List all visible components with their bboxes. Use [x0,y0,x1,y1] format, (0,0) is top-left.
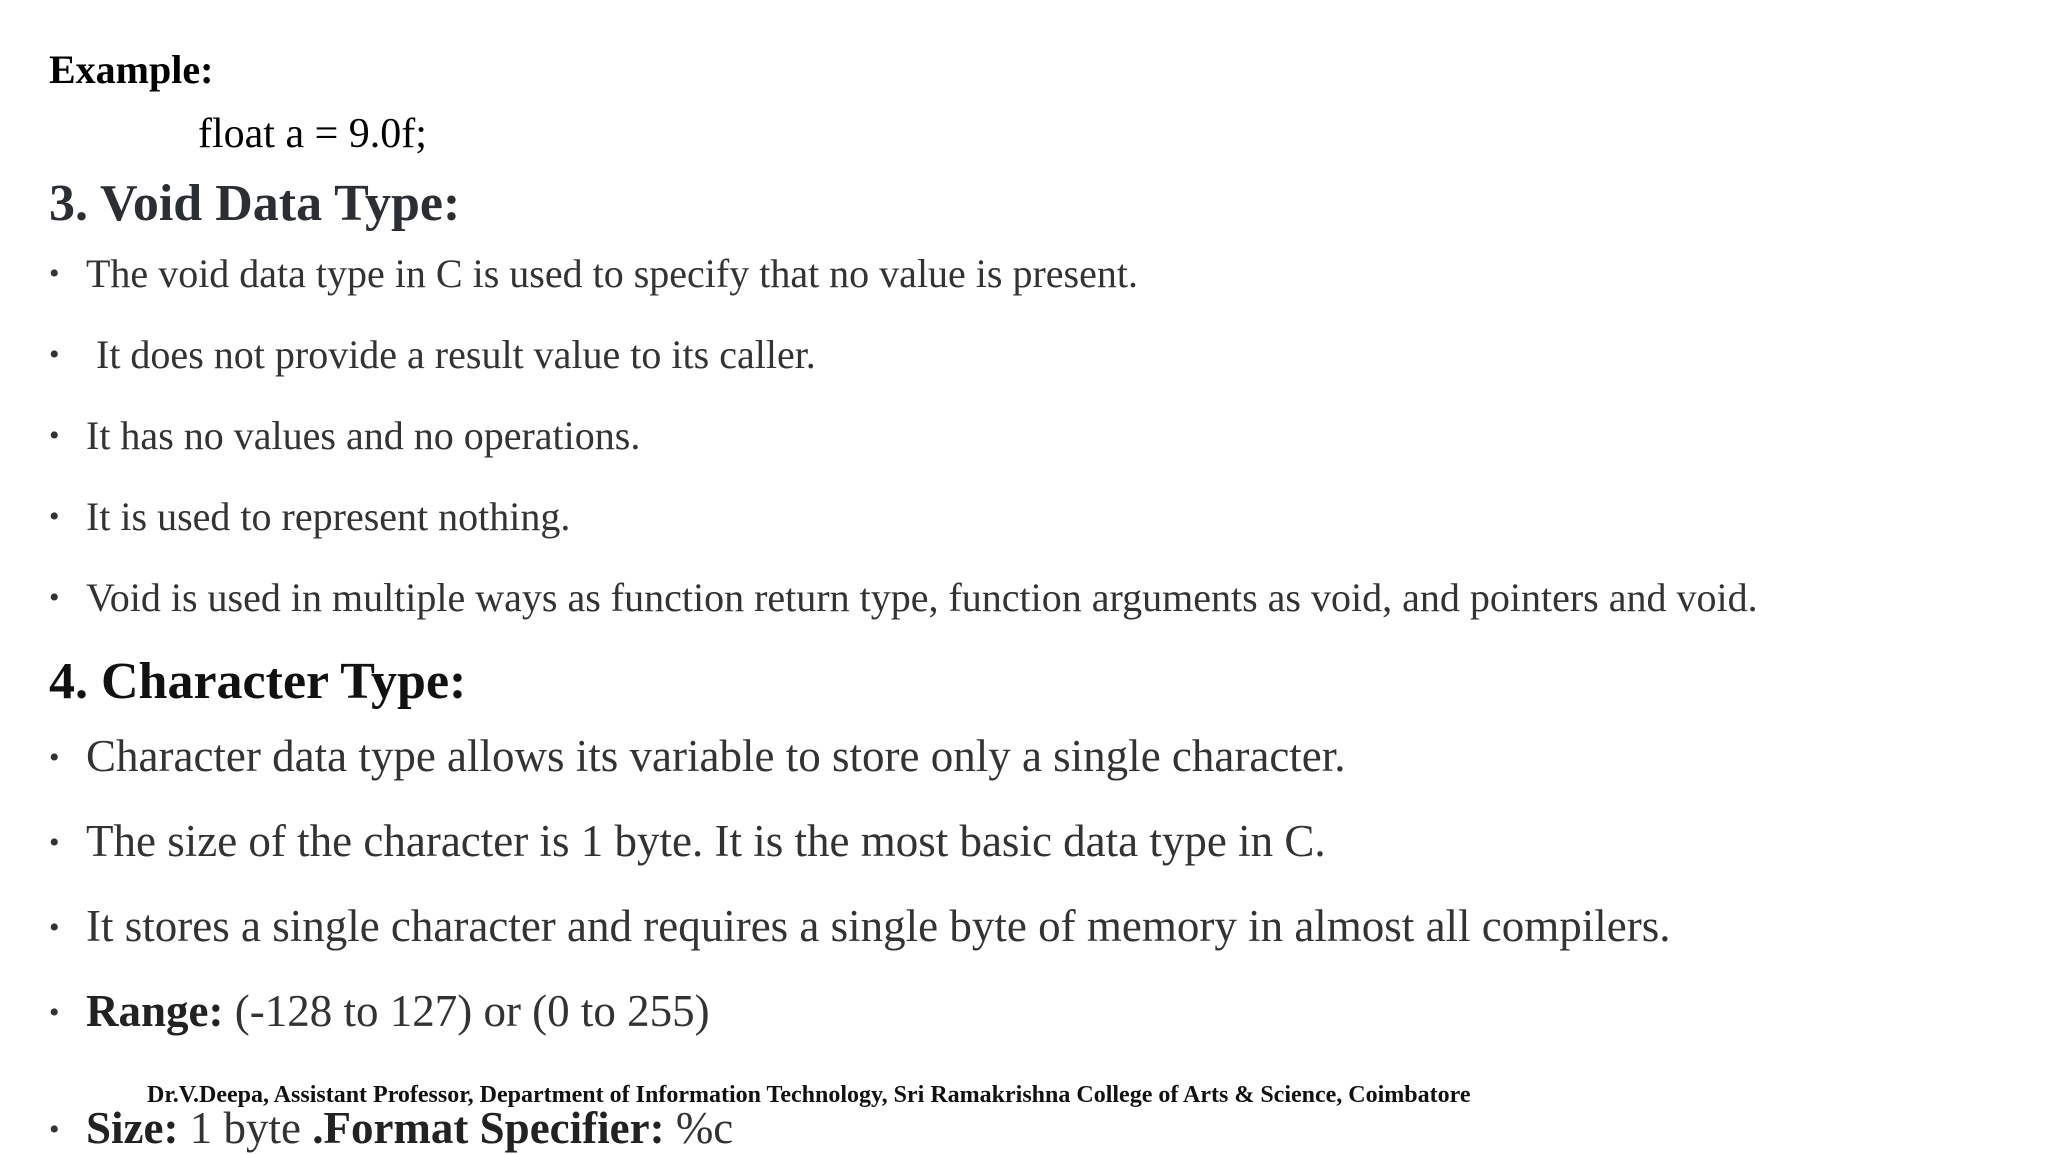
list-item [49,574,1758,621]
bullet-icon: • [49,826,60,859]
list-item [49,900,1671,952]
character-heading: 4. Character Type: [49,653,467,710]
list-item [49,250,1138,297]
list-item [49,815,1326,867]
bullet-icon: • [49,500,60,533]
bullet-icon: • [49,741,60,774]
bullet-text: Character data type allows its variable to store only a single character. [86,731,1346,781]
range-item [49,985,710,1037]
void-heading: 3. Void Data Type: [49,175,461,232]
bullet-text: It has no values and no operations. [86,413,641,458]
bullet-text: The void data type in C is used to specify that no value is present. [86,251,1138,296]
footer-credit: Dr.V.Deepa, Assistant Professor, Department of Information Technology, Sri Ramakrishna College of Arts & Science, Coimbatore [147,1082,1471,1108]
list-item [49,412,640,459]
range-value: (-128 to 127) or (0 to 255) [223,986,710,1036]
size-item [49,1102,733,1154]
bullet-icon: • [49,911,60,944]
bullet-icon: • [49,419,60,452]
bullet-text: It does not provide a result value to its caller. [86,332,816,377]
size-label: Size: [86,1103,179,1153]
list-item [49,730,1346,782]
format-specifier-label: .Format Specifier: [312,1103,665,1153]
size-value: 1 byte [178,1103,313,1153]
list-item [49,331,816,378]
list-item [49,493,570,540]
bullet-text: It is used to represent nothing. [86,494,571,539]
bullet-text: The size of the character is 1 byte. It is the most basic data type in C. [86,816,1326,866]
bullet-icon: • [49,581,60,614]
range-label: Range: [86,986,224,1036]
bullet-icon: • [49,996,60,1029]
example-label: Example: [49,47,214,92]
bullet-icon: • [49,338,60,371]
bullet-icon: • [49,257,60,290]
bullet-text: It stores a single character and requires a single byte of memory in almost all compilers. [86,901,1671,951]
format-specifier-value: %c [664,1103,734,1153]
example-code: float a = 9.0f; [198,111,427,157]
bullet-icon: • [49,1113,60,1146]
bullet-text: Void is used in multiple ways as function return type, function arguments as void, and pointers and void. [86,575,1758,620]
